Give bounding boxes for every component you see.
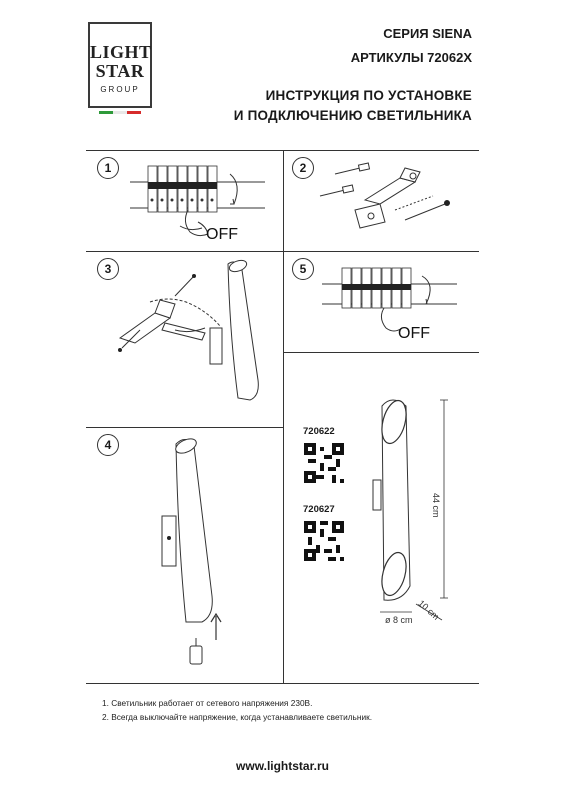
series-title: СЕРИЯ SIENA <box>383 26 472 41</box>
logo-text-group: GROUP <box>100 85 140 94</box>
lamp-dimension-drawing <box>360 392 470 632</box>
instruction-title-line1: ИНСТРУКЦИЯ ПО УСТАНОВКЕ <box>265 88 472 103</box>
qr-code-720627 <box>304 521 344 561</box>
step-2-badge: 2 <box>292 157 314 179</box>
step-4-badge: 4 <box>97 434 119 456</box>
step-2-bracket-illustration <box>315 160 465 245</box>
step-1-breaker-illustration <box>130 160 270 245</box>
step-1-off-label: OFF <box>206 226 238 243</box>
step-1-badge: 1 <box>97 157 119 179</box>
diameter-dimension-label: ø 8 cm <box>385 615 413 625</box>
qr-code-720622 <box>304 443 344 483</box>
step-3-badge: 3 <box>97 258 119 280</box>
height-dimension-label: 44 cm <box>431 493 441 518</box>
grid-bottom-rule <box>86 683 479 684</box>
depth-dimension-label: 10 cm <box>416 598 442 622</box>
grid-center-divider <box>283 150 284 683</box>
product-code-1: 720622 <box>303 426 335 437</box>
step-5-badge: 5 <box>292 258 314 280</box>
italian-flag-stripe <box>99 111 141 114</box>
step-4-mounting-illustration <box>150 432 270 677</box>
grid-row2-left-rule <box>86 427 283 428</box>
footer-website-link[interactable]: www.lightstar.ru <box>236 759 329 773</box>
articles-title: АРТИКУЛЫ 72062X <box>350 50 472 65</box>
note-line-2: 2. Всегда выключайте напряжение, когда устанавливаете светильник. <box>102 712 373 722</box>
grid-row2-right-rule <box>283 352 479 353</box>
logo-text-star: STAR <box>95 61 145 81</box>
note-line-1: 1. Светильник работает от сетевого напряжения 230В. <box>102 698 313 708</box>
instruction-title-line2: И ПОДКЛЮЧЕНИЮ СВЕТИЛЬНИКА <box>233 108 472 123</box>
step-5-breaker-illustration <box>322 262 462 342</box>
brand-logo <box>88 22 152 108</box>
product-code-2: 720627 <box>303 504 335 515</box>
step-3-wiring-illustration <box>110 258 280 423</box>
logo-text-light: LIGHT <box>90 42 152 62</box>
step-5-off-label: OFF <box>398 325 430 342</box>
